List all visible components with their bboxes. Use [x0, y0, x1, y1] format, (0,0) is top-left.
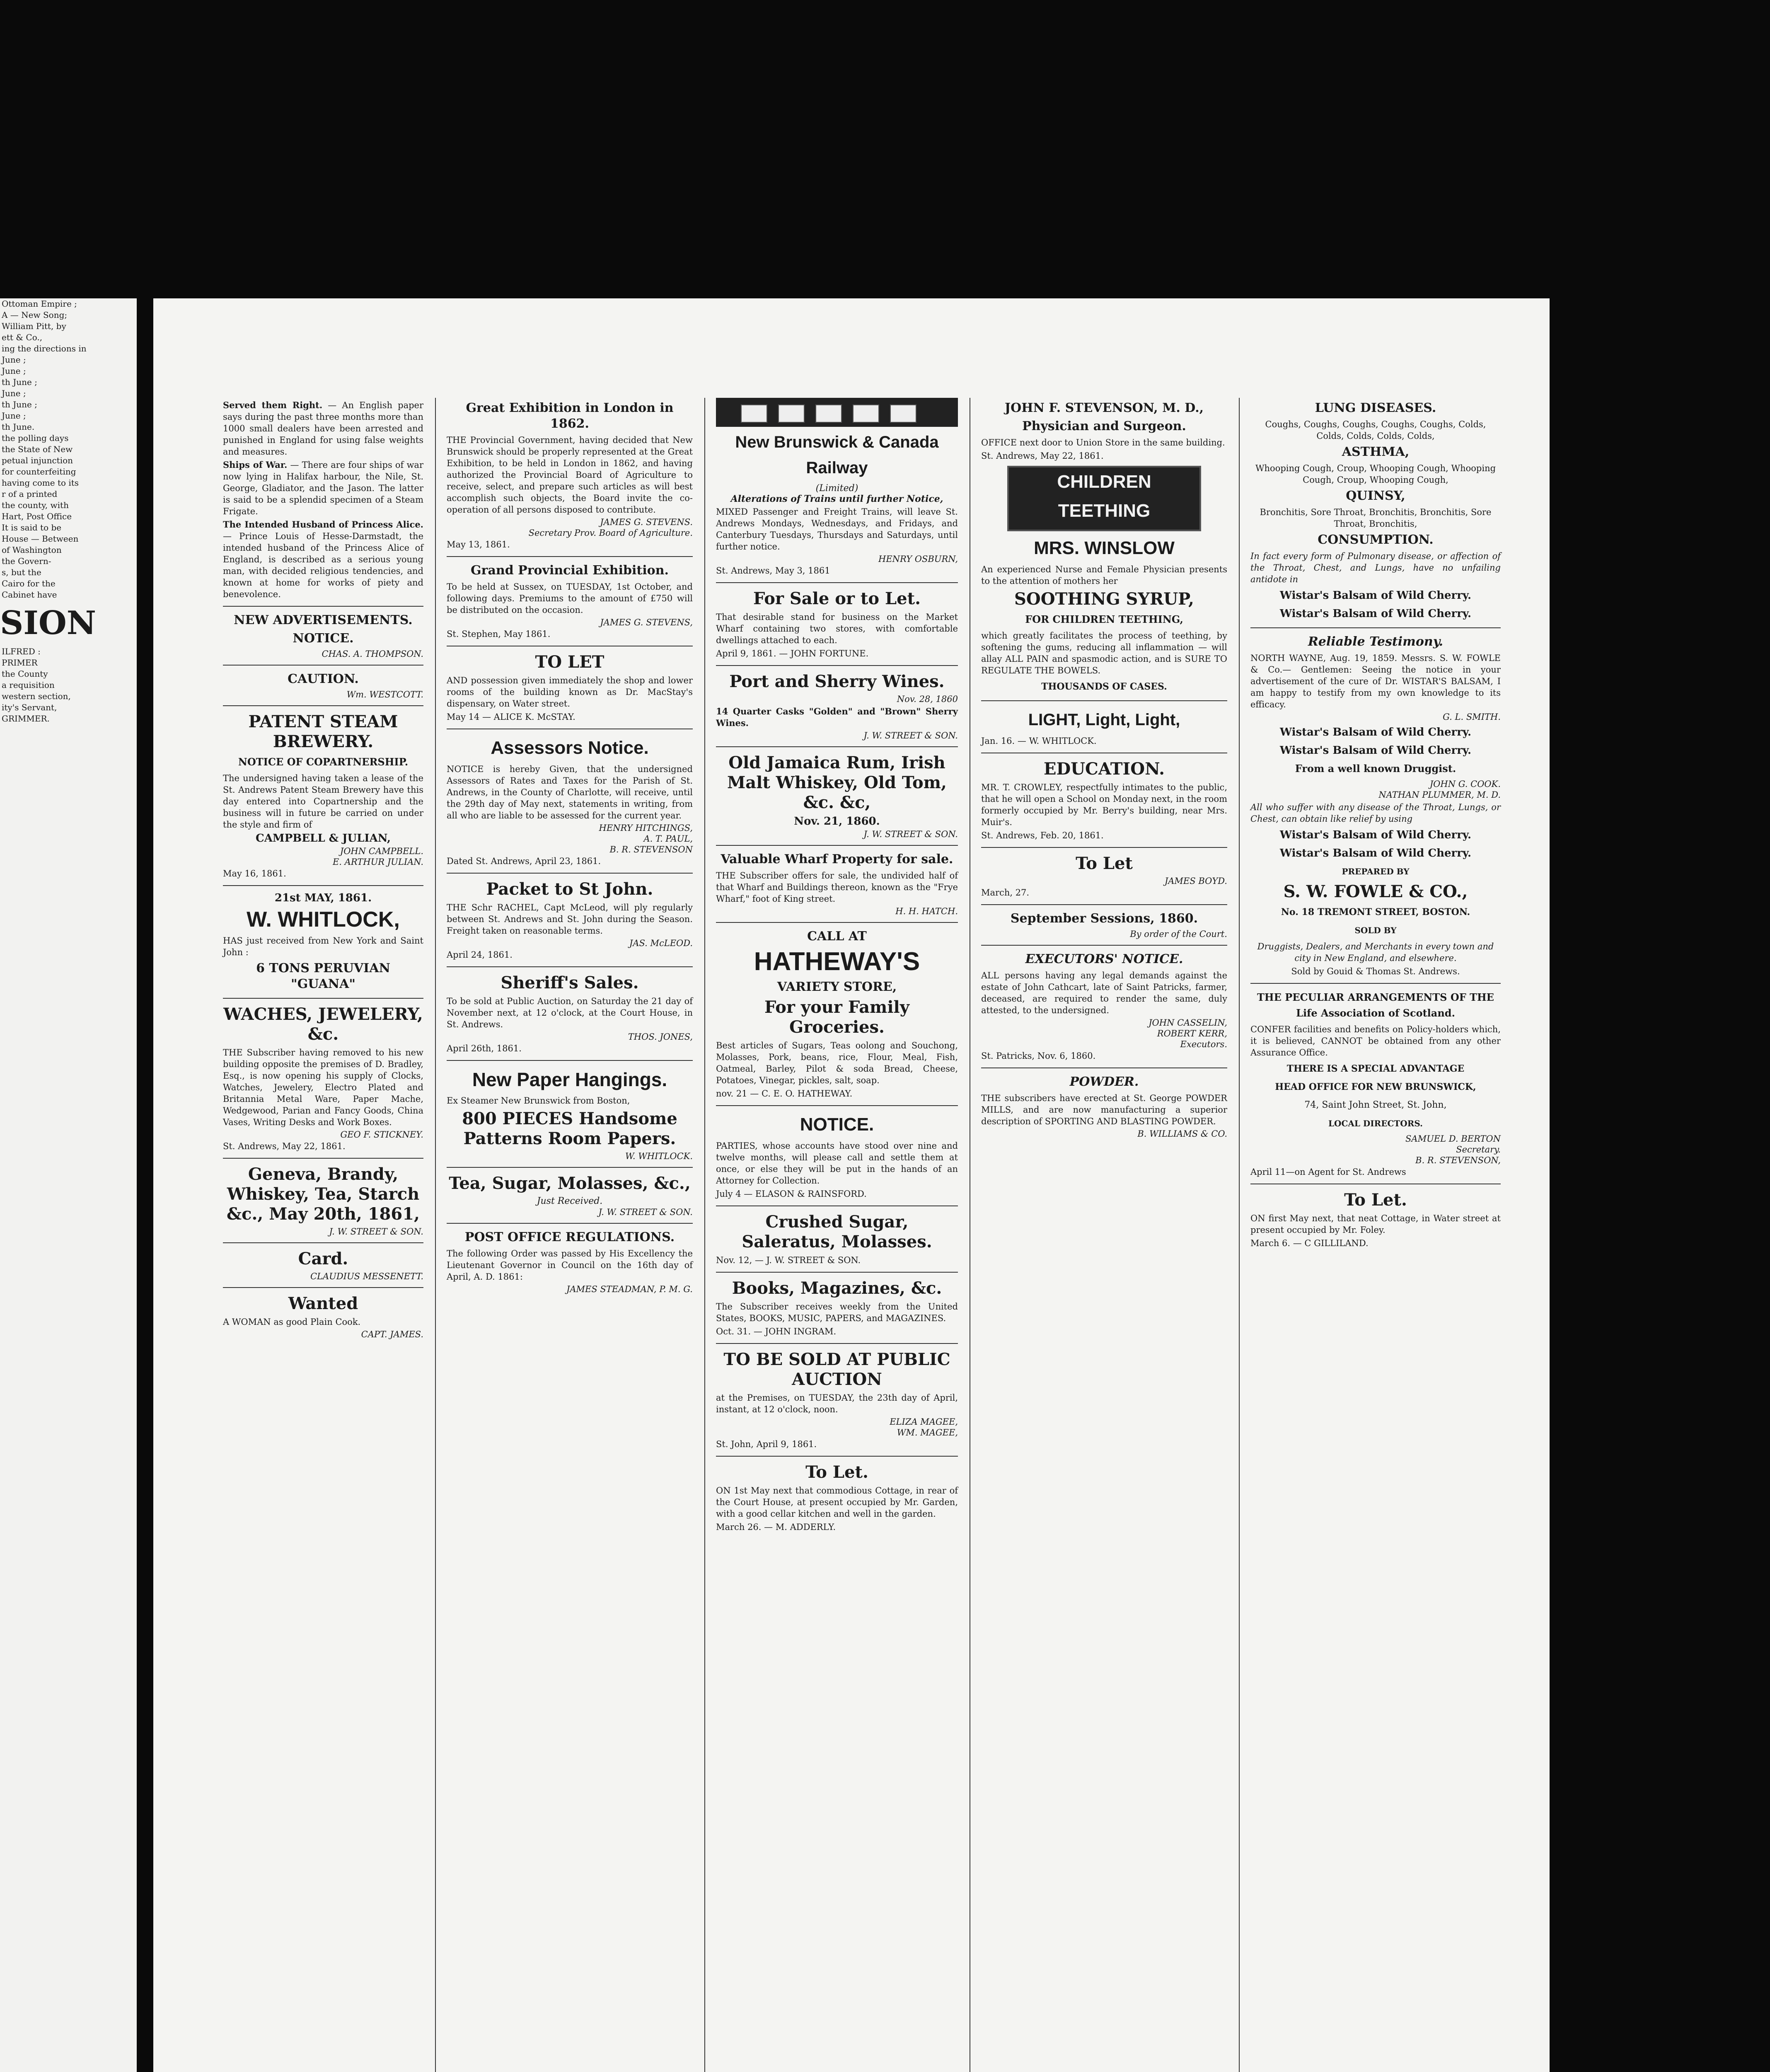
paper-hangings-pieces: 800 PIECES Handsome Patterns Room Papers. [462, 1109, 677, 1148]
sheriff-text: To be sold at Public Auction, on Saturday the 21 day of November next, at 12 o'clock, at the Court House, in St. Andrews. [447, 996, 693, 1029]
to-let-footer: March 6. — C GILLILAND. [1250, 1238, 1369, 1248]
post-office-text: The following Order was passed by His Excellency the Lieutenant Governor in Council on the 16th day of April, A. D. 1861: [447, 1249, 693, 1282]
assessor-2: A. T. PAUL, [643, 834, 693, 844]
assessor-3: B. R. STEVENSON [609, 845, 693, 854]
executor-1: JOHN CASSELIN, [1149, 1018, 1227, 1028]
notice-text: PARTIES, whose accounts have stood over nine and twelve months, will please call and settle them at once, or else they will be put in the hands of an Attorney for Collection. [716, 1141, 958, 1186]
doctor-subheading: Physician and Surgeon. [1022, 419, 1186, 433]
fragment-line: the county, with [2, 500, 69, 510]
hatheway-footer: nov. 21 — C. E. O. HATHEWAY. [716, 1089, 853, 1099]
port-heading: Port and Sherry Wines. [729, 672, 945, 691]
agent-name: B. R. STEVENSON, [1415, 1155, 1501, 1165]
afflicted-text: All who suffer with any disease of the Throat, Lungs, or Chest, can obtain like relief by using [1250, 802, 1501, 824]
fragment-line: A — New Song; [2, 310, 68, 320]
assessors-date: Dated St. Andrews, April 23, 1861. [447, 856, 601, 866]
brewery-heading: PATENT STEAM BREWERY. [248, 712, 398, 751]
sessions-heading: September Sessions, 1860. [1010, 911, 1198, 926]
to-let-text: ON first May next, that neat Cottage, in Water street at present occupied by Mr. Foley. [1250, 1213, 1501, 1235]
testimony-heading: Reliable Testimony. [1308, 634, 1444, 649]
wharf-signature: H. H. HATCH. [895, 906, 958, 916]
fragment-line: having come to its [2, 478, 79, 488]
column-rule [1239, 398, 1240, 2072]
light-footer: Jan. 16. — W. WHITLOCK. [981, 736, 1097, 746]
new-advertisements-heading: NEW ADVERTISEMENTS. [234, 613, 413, 627]
fragment-line: It is said to be [2, 523, 62, 533]
special-advantage: THERE IS A SPECIAL ADVANTAGE [1286, 1063, 1465, 1074]
association-heading: THE PECULIAR ARRANGEMENTS OF THE Life Association of Scotland. [1257, 991, 1494, 1019]
exhibition-heading: Great Exhibition in London in 1862. [466, 401, 674, 431]
post-office-signature: JAMES STEADMAN, P. M. G. [566, 1284, 693, 1294]
to-let-heading: To Let [1076, 854, 1133, 873]
railway-date: St. Andrews, May 3, 1861 [716, 566, 830, 576]
wharf-heading: Valuable Wharf Property for sale. [721, 852, 953, 867]
fragment-line: the Govern- [2, 556, 51, 566]
consumption-heading: CONSUMPTION. [1318, 533, 1434, 547]
winslow-heading: MRS. WINSLOW [1034, 538, 1175, 558]
powder-text: THE subscribers have erected at St. George POWDER MILLS, and are now manufacturing a superior description of SPORTING AND BLASTING POWDER. [981, 1093, 1227, 1126]
fragment-line: the State of New [2, 444, 73, 454]
paper-hangings-heading: New Paper Hangings. [472, 1069, 667, 1090]
call-at: CALL AT [807, 929, 867, 944]
fragment-line: Hart, Post Office [2, 511, 72, 521]
local-directors: LOCAL DIRECTORS. [1328, 1118, 1423, 1128]
executors-date: St. Patricks, Nov. 6, 1860. [981, 1051, 1096, 1061]
druggist-signature: JOHN G. COOK. [1429, 779, 1501, 789]
railway-heading: New Brunswick & Canada Railway [735, 433, 939, 477]
soothing-syrup-subheading: FOR CHILDREN TEETHING, [1025, 613, 1183, 625]
card-heading: Card. [298, 1249, 348, 1268]
auction-signature-1: ELIZA MAGEE, [890, 1417, 958, 1427]
fragment-line: June ; [2, 388, 26, 398]
brewery-firm: CAMPBELL & JULIAN, [256, 832, 391, 845]
watches-date: St. Andrews, May 22, 1861. [223, 1141, 346, 1151]
fragment-line: PRIMER [2, 658, 38, 668]
sold-text: Druggists, Dealers, and Merchants in every town and city in New England, and elsewhere. [1257, 942, 1494, 963]
packet-date: April 24, 1861. [447, 950, 513, 960]
thousands-of-cases: THOUSANDS OF CASES. [1041, 681, 1167, 692]
testimony-signature: G. L. SMITH. [1443, 712, 1501, 722]
fragment-line: June ; [2, 411, 26, 421]
sale-text: That desirable stand for business on the Market Wharf containing two stores, with comfortable dwellings attached to each. [716, 612, 958, 645]
lung-diseases-heading: LUNG DISEASES. [1315, 401, 1436, 415]
fragment-line: GRIMMER. [2, 714, 50, 724]
packet-text: THE Schr RACHEL, Capt McLeod, will ply regularly between St. Andrews and St. John during the Season. Freight taken on reasonable terms. [447, 903, 693, 936]
notice-heading: NOTICE. [800, 1114, 874, 1135]
auction-heading: TO BE SOLD AT PUBLIC AUCTION [723, 1350, 950, 1389]
fragment-line: ett & Co., [2, 332, 43, 342]
brewery-text: The undersigned having taken a lease of the St. Andrews Patent Steam Brewery have this day entered into Copartnership and the business will in future be carried on under the style and firm of [223, 773, 423, 830]
to-let-footer: March 26. — M. ADDERLY. [716, 1522, 836, 1532]
agent-date: April 11—on Agent for St. Andrews [1250, 1167, 1406, 1177]
executors-role: Executors. [1180, 1039, 1227, 1049]
exhibition-text: THE Provincial Government, having decided that New Brunswick should be properly represented at the Great Exhibition, to be held in London in 1862, and having authorized the Provincial Board of Agriculture to receive, select, and prepare such articles as will best accomplish such objects, the Board invite the co-operation of all persons disposed to contribute. [447, 435, 693, 515]
winslow-intro: An experienced Nurse and Female Physician presents to the attention of mothers her [981, 564, 1227, 586]
brewery-date: May 16, 1861. [223, 869, 286, 879]
winslow-body: which greatly facilitates the process of teething, by softening the gums, reducing all inflammation — will allay ALL PAIN and spasmodic action, and is SURE TO REGULATE THE BOWELS. [981, 631, 1227, 675]
notice-signature: CHAS. A. THOMPSON. [322, 649, 423, 659]
fragment-line: June ; [2, 366, 26, 376]
watches-text: THE Subscriber having removed to his new building opposite the premises of D. Bradley, Esq., is now opening his supply of Clocks, Watches, Jewelery, Electro Plated and Britannia Metal Ware, Paper Mache, Wedgewood, Parian and Fancy Goods, China Vases, Writing Desks and Work Boxes. [223, 1048, 423, 1127]
fragment-text-column [0, 298, 137, 724]
sheriff-date: April 26th, 1861. [447, 1043, 522, 1053]
to-let-footer: May 14 — ALICE K. McSTAY. [447, 712, 575, 722]
railway-text: MIXED Passenger and Freight Trains, will leave St. Andrews Mondays, Wednesdays, and Fridays, and Canterbury Tuesdays, Thursdays and Saturdays, until further notice. [716, 507, 958, 552]
testimony-text: NORTH WAYNE, Aug. 19, 1859. Messrs. S. W. FOWLE & Co.— Gentlemen: Seeing the notice in your advertisement of the cure of Dr. WISTAR'S BALSAM, I am happy to testify from my own knowledge to its efficacy. [1250, 653, 1501, 709]
fragment-big-word: SION [0, 604, 97, 642]
sale-footer: April 9, 1861. — JOHN FORTUNE. [716, 649, 869, 658]
education-heading: EDUCATION. [1044, 759, 1165, 779]
exhibition-signature-title: Secretary Prov. Board of Agriculture. [528, 528, 693, 538]
grand-exhibition-heading: Grand Provincial Exhibition. [471, 563, 669, 578]
quinsy-heading: QUINSY, [1346, 489, 1405, 503]
packet-heading: Packet to St John. [486, 879, 653, 899]
exhibition-date: May 13, 1861. [447, 540, 510, 549]
wanted-signature: CAPT. JAMES. [361, 1329, 423, 1339]
tea-sugar-subheading: Just Received. [537, 1196, 603, 1206]
card-signature: CLAUDIUS MESSENETT. [310, 1271, 423, 1281]
auction-signature-2: WM. MAGEE, [897, 1428, 958, 1438]
to-let-heading: To Let. [805, 1462, 868, 1482]
fowle-heading: S. W. FOWLE & CO., [1283, 882, 1468, 901]
education-date: St. Andrews, Feb. 20, 1861. [981, 830, 1104, 840]
intended-husband-item: The Intended Husband of Princess Alice. — Prince Louis of Hesse-Darmstadt, the intended husband of the Princess Alice of England, is described as a serious young man, with decided religious tendencies, and known at home for works of piety and benevolence. [223, 519, 423, 599]
column-4 [974, 398, 1235, 2072]
wistar-line-3: Wistar's Balsam of Wild Cherry. [1279, 726, 1472, 738]
port-text: 14 Quarter Casks "Golden" and "Brown" Sherry Wines. [716, 706, 958, 728]
paper-hangings-text: Ex Steamer New Brunswick from Boston, [447, 1096, 630, 1106]
head-office: HEAD OFFICE FOR NEW BRUNSWICK, [1275, 1082, 1476, 1092]
assessors-heading: Assessors Notice. [491, 738, 649, 758]
soothing-syrup-heading: SOOTHING SYRUP, [1014, 589, 1194, 609]
wistar-line-1: Wistar's Balsam of Wild Cherry. [1279, 589, 1472, 602]
assessor-1: HENRY HITCHINGS, [599, 823, 693, 833]
secretary-title: Secretary. [1456, 1145, 1501, 1155]
guana-line: 6 TONS PERUVIAN "GUANA" [256, 961, 390, 991]
prepared-by: PREPARED BY [1342, 867, 1410, 876]
variety-store: VARIETY STORE, [777, 980, 897, 994]
column-rule [435, 398, 436, 2072]
doctor-text: OFFICE next door to Union Store in the same building. [981, 438, 1225, 448]
books-text: The Subscriber receives weekly from the United States, BOOKS, MUSIC, PAPERS, and MAGAZINES. [716, 1302, 958, 1323]
geneva-signature: J. W. STREET & SON. [329, 1227, 423, 1237]
to-let-heading: To Let. [1344, 1190, 1407, 1210]
plummer-signature: NATHAN PLUMMER, M. D. [1378, 790, 1501, 800]
port-date: Nov. 28, 1860 [897, 694, 958, 704]
to-let-date: March, 27. [981, 888, 1030, 898]
sheriff-signature: THOS. JONES, [628, 1032, 693, 1042]
fragment-line: of Washington [2, 545, 62, 555]
light-heading: LIGHT, Light, Light, [1028, 711, 1180, 729]
railway-signature: HENRY OSBURN, [878, 554, 958, 564]
fragment-line: William Pitt, by [2, 321, 66, 331]
wanted-text: A WOMAN as good Plain Cook. [223, 1317, 361, 1327]
paper-hangings-signature: W. WHITLOCK. [625, 1151, 693, 1161]
executor-2: ROBERT KERR, [1157, 1029, 1227, 1038]
fragment-line: s, but the [2, 567, 41, 577]
fragment-line: Ottoman Empire ; [2, 299, 77, 309]
association-text: CONFER facilities and benefits on Policy-holders which, it is believed, CANNOT be obtained from any other Assurance Office. [1250, 1024, 1501, 1058]
asthma-heading: ASTHMA, [1342, 445, 1410, 459]
sold-by: SOLD BY [1354, 925, 1397, 935]
wharf-text: THE Subscriber offers for sale, the undivided half of that Wharf and Buildings thereon, known as the "Frye Wharf," foot of King street. [716, 871, 958, 904]
hatheway-text: Best articles of Sugars, Teas oolong and Souchong, Molasses, Pork, beans, rice, Flour, Meal, Fish, Oatmeal, Barley, Pilot & soda Bread, Cheese, Potatoes, Vinegar, pickles, salt, soap. [716, 1041, 958, 1085]
wistar-line-2: Wistar's Balsam of Wild Cherry. [1279, 608, 1472, 620]
hatheway-heading: HATHEWAY'S [754, 947, 920, 976]
packet-signature: JAS. McLEOD. [629, 938, 693, 948]
powder-signature: B. WILLIAMS & CO. [1137, 1129, 1227, 1139]
geneva-heading: Geneva, Brandy, Whiskey, Tea, Starch &c., May 20th, 1861, [227, 1164, 420, 1224]
children-teething-banner: CHILDREN TEETHING [1007, 466, 1201, 531]
grand-exhibition-place: St. Stephen, May 1861. [447, 629, 551, 639]
sale-heading: For Sale or to Let. [753, 589, 921, 608]
wistar-line-6: Wistar's Balsam of Wild Cherry. [1279, 847, 1472, 859]
fragment-line: th June ; [2, 399, 37, 409]
fragment-line: ILFRED : [2, 646, 41, 656]
railway-subheading: (Limited) [815, 483, 858, 494]
sheriff-heading: Sheriff's Sales. [501, 973, 639, 992]
sugar-footer: Nov. 12, — J. W. STREET & SON. [716, 1255, 861, 1265]
newspaper-page [153, 298, 1550, 2072]
grand-exhibition-text: To be held at Sussex, on TUESDAY, 1st October, and following days. Premiums to the amount of £750 will be distributed on the occasion. [447, 582, 693, 615]
column-2 [439, 398, 700, 2072]
whitlock-heading: W. WHITLOCK, [247, 908, 400, 932]
executors-heading: EXECUTORS' NOTICE. [1025, 952, 1183, 966]
fragment-line: ing the directions in [2, 344, 87, 353]
fragment-line: the polling days [2, 433, 69, 443]
fragment-line: Cairo for the [2, 579, 56, 588]
previous-page-fragment [0, 298, 137, 2072]
column-5 [1243, 398, 1508, 2072]
fragment-line: th June ; [2, 377, 37, 387]
sold-local: Sold by Gouid & Thomas St. Andrews. [1291, 966, 1460, 976]
brewery-signature-2: E. ARTHUR JULIAN. [332, 857, 423, 867]
bronchitis-line: Bronchitis, Sore Throat, Bronchitis, Bronchitis, Sore Throat, Bronchitis, [1260, 507, 1492, 529]
column-rule [704, 398, 705, 2072]
whooping-line: Whooping Cough, Croup, Whooping Cough, Whooping Cough, Croup, Whooping Cough, [1255, 463, 1496, 485]
doctor-date: St. Andrews, May 22, 1861. [981, 451, 1104, 461]
consumption-text: In fact every form of Pulmonary disease, or affection of the Throat, Chest, and Lungs, have no unfailing antidote in [1250, 551, 1501, 584]
column-1 [215, 398, 431, 2072]
exhibition-signature: JAMES G. STEVENS. [600, 517, 693, 527]
fragment-line: ity's Servant, [2, 702, 57, 712]
post-office-heading: POST OFFICE REGULATIONS. [464, 1230, 675, 1244]
fragment-line: the County [2, 669, 48, 679]
grand-exhibition-signature: JAMES G. STEVENS, [600, 617, 693, 627]
alterations-heading: Alterations of Trains until further Notice, [730, 494, 943, 504]
fragment-line: Cabinet have [2, 590, 57, 600]
tea-sugar-heading: Tea, Sugar, Molasses, &c., [449, 1174, 691, 1193]
secretary-name: SAMUEL D. BERTON [1405, 1134, 1501, 1144]
fragment-line: petual injunction [2, 455, 73, 465]
fragment-line: for counterfeiting [2, 467, 76, 477]
to-let-text: AND possession given immediately the shop and lower rooms of the building known as Dr. MacStay's dispensary, on Water street. [447, 675, 693, 709]
auction-text: at the Premises, on TUESDAY, the 23th day of April, instant, at 12 o'clock, noon. [716, 1393, 958, 1414]
books-heading: Books, Magazines, &c. [732, 1278, 942, 1298]
fragment-line: June ; [2, 355, 26, 365]
auction-date: St. John, April 9, 1861. [716, 1439, 817, 1449]
watches-signature: GEO F. STICKNEY. [340, 1130, 423, 1140]
coughs-line: Coughs, Coughs, Coughs, Coughs, Coughs, Colds, Colds, Colds, Colds, Colds, [1265, 419, 1486, 441]
wistar-line-4: Wistar's Balsam of Wild Cherry. [1279, 744, 1472, 757]
serving-right-item: Served them Right. — An English paper says during the past three months more than 1000 small dealers have been arrested and punished in England for using false weights and measures. [223, 400, 424, 457]
to-let-text: ON 1st May next that commodious Cottage, in rear of the Court House, at present occupied by Mr. Garden, with a good cellar kitchen and well in the garden. [716, 1486, 958, 1519]
rum-signature: J. W. STREET & SON. [863, 829, 958, 839]
fragment-line: r of a printed [2, 489, 58, 499]
family-groceries: For your Family Groceries. [764, 997, 909, 1037]
to-let-signature: JAMES BOYD. [1164, 876, 1227, 886]
notice-footer: July 4 — ELASON & RAINSFORD. [716, 1189, 867, 1199]
watches-heading: WACHES, JEWELERY, &c. [223, 1005, 423, 1044]
column-3 [708, 398, 965, 2072]
train-illustration [716, 398, 958, 427]
head-office-address: 74, Saint John Street, St. John, [1304, 1100, 1447, 1110]
copartnership-heading: NOTICE OF COPARTNERSHIP. [238, 756, 409, 768]
executors-text: ALL persons having any legal demands against the estate of John Cathcart, late of Saint Patricks, farmer, deceased, are required to render the same, duly attested, to the undersigned. [981, 971, 1227, 1015]
port-signature: J. W. STREET & SON. [863, 731, 958, 741]
sessions-signature: By order of the Court. [1130, 929, 1227, 939]
whitlock-date: 21st MAY, 1861. [274, 892, 372, 904]
doctor-heading: JOHN F. STEVENSON, M. D., [1004, 401, 1204, 415]
tea-sugar-signature: J. W. STREET & SON. [598, 1207, 693, 1217]
fowle-address: No. 18 TREMONT STREET, BOSTON. [1281, 907, 1470, 917]
powder-heading: POWDER. [1069, 1075, 1139, 1089]
caution-heading: CAUTION. [288, 672, 359, 686]
education-text: MR. T. CROWLEY, respectfully intimates to the public, that he will open a School on Monday next, in the room formerly occupied by Mr. Berry's building, near Mrs. Muir's. [981, 782, 1227, 827]
druggist-heading: From a well known Druggist. [1295, 762, 1456, 775]
books-footer: Oct. 31. — JOHN INGRAM. [716, 1326, 837, 1336]
fragment-line: western section, [2, 691, 71, 701]
assessors-text: NOTICE is hereby Given, that the undersigned Assessors of Rates and Taxes for the Parish of St. Andrews, in the County of Charlotte, will receive, until the 29th day of May next, statements in writing, from all who are liable to be assessed for the current year. [447, 764, 693, 821]
wistar-line-5: Wistar's Balsam of Wild Cherry. [1279, 829, 1472, 841]
fragment-line: a requisition [2, 680, 55, 690]
rum-heading: Old Jamaica Rum, Irish Malt Whiskey, Old Tom, &c. &c, [727, 753, 947, 812]
notice-heading: NOTICE. [293, 631, 354, 646]
rum-date: Nov. 21, 1860. [794, 815, 880, 828]
to-let-heading: TO LET [535, 652, 605, 672]
wanted-heading: Wanted [288, 1294, 358, 1313]
sugar-heading: Crushed Sugar, Saleratus, Molasses. [742, 1212, 932, 1251]
caution-signature: Wm. WESTCOTT. [346, 690, 423, 700]
whitlock-text: HAS just received from New York and Saint John : [223, 936, 423, 957]
fragment-line: House — Between [2, 534, 79, 544]
brewery-signature-1: JOHN CAMPBELL. [340, 846, 423, 856]
fragment-line: th June. [2, 422, 35, 432]
ships-of-war-item: Ships of War. — There are four ships of war now lying in Halifax harbour, the Nile, St. George, Gladiator, and the Jason. The latter is said to be a splendid specimen of a Steam Frigate. [223, 460, 423, 516]
